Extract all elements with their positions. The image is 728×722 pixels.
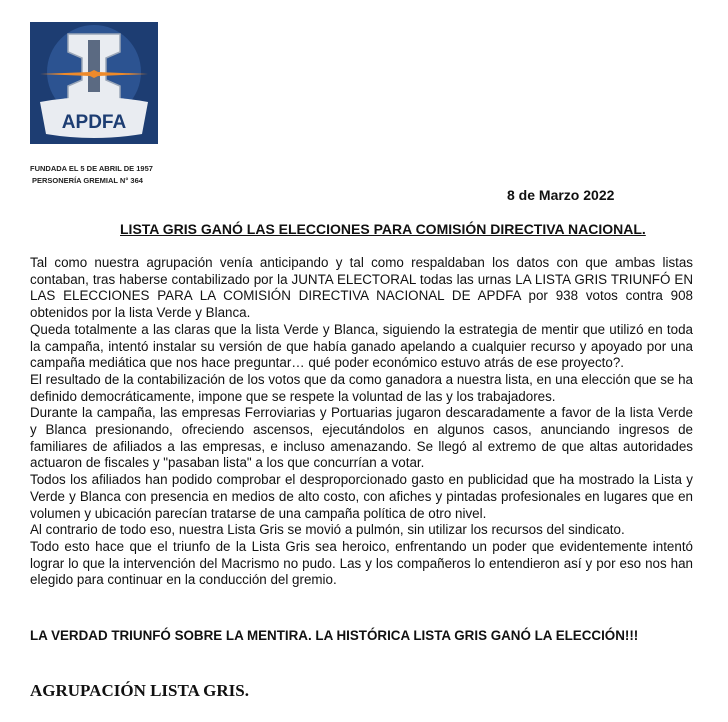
paragraph: Al contrario de todo eso, nuestra Lista Gris se movió a pulmón, sin utilizar los recursos del sindicato. (30, 522, 625, 538)
closing-statement: LA VERDAD TRIUNFÓ SOBRE LA MENTIRA. LA HISTÓRICA LISTA GRIS GANÓ LA ELECCIÓN!!! (30, 628, 639, 643)
document-date: 8 de Marzo 2022 (507, 187, 615, 203)
paragraph: Durante la campaña, las empresas Ferroviarias y Portuarias jugaron descaradamente a favor de la lista Verde y Blanca presionando, ofreciendo ascensos, ejecutándolos en algunos casos, anunciando ingresos de familiares de afiliados a las empresas, e incluso amenazando. Se llegó al extremo de que altas autoridades actuaron de fiscales y "pasaban lista" a los que concurrían a votar. (30, 405, 693, 471)
logo-text: APDFA (61, 112, 127, 133)
paragraph: Todos los afiliados han podido comprobar el desproporcionado gasto en publicidad que ha mostrado la Lista y Verde y Blanca con presencia en medios de alto costo, con afiches y pintadas profesionales en lugares que en volumen y ubicación parecían tratarse de una campaña política de otro nivel. (30, 472, 693, 521)
paragraph: Todo esto hace que el triunfo de la Lista Gris sea heroico, enfrentando un poder que evidentemente intentó lograr lo que la intervención del Macrismo no pudo. Las y los compañeros lo entendieron así y por eso nos han elegido para continuar en la conducción del gremio. (30, 538, 693, 588)
paragraph: Tal como nuestra agrupación venía anticipando y tal como respaldaban los datos con que ambas listas contaban, tras haberse contabilizado por la JUNTA ELECTORAL todas las urnas LA LISTA GRIS TRIUNFÓ EN LAS ELECCIONES PARA LA COMISIÓN DIRECTIVA NACIONAL DE APDFA por 938 votos contra 908 obtenidos por la lista Verde y Blanca. (30, 255, 693, 321)
paragraph: Queda totalmente a las claras que la lista Verde y Blanca, siguiendo la estrategia de mentir que utilizó en toda la campaña, intentó instalar su versión de que había ganado apelando a cualquier recurso y apoyado por una campaña mediática que nos hace preguntar… qué poder económico estuvo atrás de ese proyecto?. (30, 321, 693, 371)
signature: AGRUPACIÓN LISTA GRIS. (30, 681, 249, 700)
document-title: LISTA GRIS GANÓ LAS ELECCIONES PARA COMISIÓN DIRECTIVA NACIONAL. (120, 221, 646, 237)
founded-line: FUNDADA EL 5 DE ABRIL DE 1957 (30, 164, 153, 173)
apdfa-logo (30, 22, 158, 144)
founding-info (30, 163, 153, 187)
paragraph: El resultado de la contabilización de los votos que da como ganadora a nuestra lista, en una elección que se ha definido democráticamente, impone que se respete la voluntad de las y los trabajadores. (30, 371, 693, 404)
personeria-line: PERSONERÍA GREMIAL N° 364 (32, 176, 143, 185)
apdfa-emblem-icon (30, 22, 158, 144)
document-body (30, 255, 693, 589)
